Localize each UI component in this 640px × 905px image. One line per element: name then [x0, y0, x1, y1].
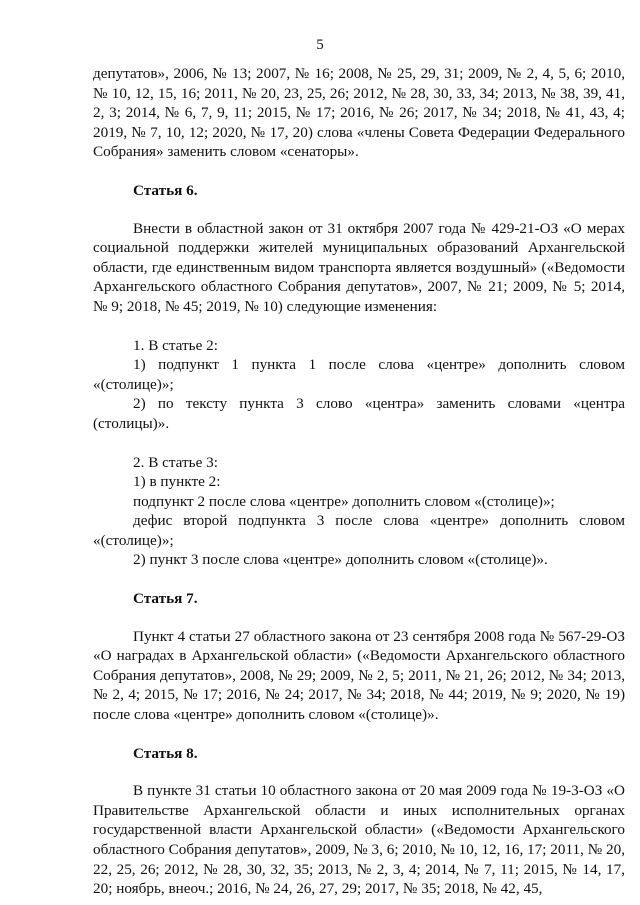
article-6-item-2: 2. В статье 3:: [133, 453, 218, 471]
document-body: [93, 64, 625, 899]
article-7-heading: Статья 7.: [133, 590, 198, 608]
article-6-heading: Статья 6.: [133, 181, 198, 199]
page-number: 5: [316, 37, 324, 53]
article-6-intro: Внести в областной закон от 31 октября 2007 года № 429-21-ОЗ «О мерах социальной поддержки жителей муниципальных образований Архангельской области, где единственным видом транспорта является воздушный» («Ведомости Архангельского областного Собрания депутатов», 2007, № 21; 2009, № 5; 2014, № 9; 2018, № 45; 2019, № 10) следующие изменения:: [93, 219, 625, 315]
article-7-text: Пункт 4 статьи 27 областного закона от 23 сентября 2008 года № 567-29-ОЗ «О наградах в Архангельской области» («Ведомости Архангельского областного Собрания депутатов», 2008, № 29; 2009, № 2, 5; 2011, № 21, 26; 2012, № 34; 2013, № 2, 4; 2015, № 17; 2016, № 24; 2017, № 34; 2018, № 44; 2019, № 9; 2020, № 19) после слова «центре» дополнить словом «(столице)».: [93, 627, 625, 724]
article-6-item-1-sub-2: 2) по тексту пункта 3 слово «центра» заменить словами «центра (столицы)».: [93, 395, 625, 432]
article-6-item-1: 1. В статье 2:: [133, 336, 218, 354]
article-8-heading: Статья 8.: [133, 744, 198, 762]
continuation-paragraph: депутатов», 2006, № 13; 2007, № 16; 2008, № 25, 29, 31; 2009, № 2, 4, 5, 6; 2010, № 10, 12, 15, 16; 2011, № 20, 23, 25, 26; 2012, № 28, 30, 33, 34; 2013, № 38, 39, 41, 2, 3; 2014, № 6, 7, 9, 11; 2015, № 17; 2016, № 26; 2017, № 34; 2018, № 41, 43, 4; 2019, № 7, 10, 12; 2020, № 17, 20) слова «члены Совета Федерации Федерального Собрания» заменить словом «сенаторы».: [93, 65, 625, 161]
article-6-item-2-sub-1: 1) в пункте 2:: [133, 473, 221, 491]
article-6-item-1-sub-1: 1) подпункт 1 пункта 1 после слова «центре» дополнить словом «(столице)»;: [93, 356, 625, 393]
article-6-item-2-sub-1a: подпункт 2 после слова «центре» дополнить словом «(столице)»;: [133, 492, 555, 510]
article-6-item-2-sub-2: 2) пункт 3 после слова «центре» дополнить словом «(столице)».: [133, 551, 548, 569]
article-8-text: В пункте 31 статьи 10 областного закона от 20 мая 2009 года № 19-3-ОЗ «О Правительстве Архангельской области и иных исполнительных органах государственной власти Архангельской области» («Ведомости Архангельского областного Собрания депутатов», 2009, № 3, 6; 2010, № 10, 12, 16, 17; 2011, № 20, 22, 25, 26; 2012, № 28, 30, 32, 35; 2013, № 2, 3, 4; 2014, № 7, 11; 2015, № 14, 17, 20; ноябрь, внеоч.; 2016, № 24, 26, 27, 29; 2017, № 35; 2018, № 42, 45,: [93, 782, 625, 898]
article-6-item-2-sub-1b: дефис второй подпункта 3 после слова «центре» дополнить словом «(столице)»;: [93, 512, 625, 549]
